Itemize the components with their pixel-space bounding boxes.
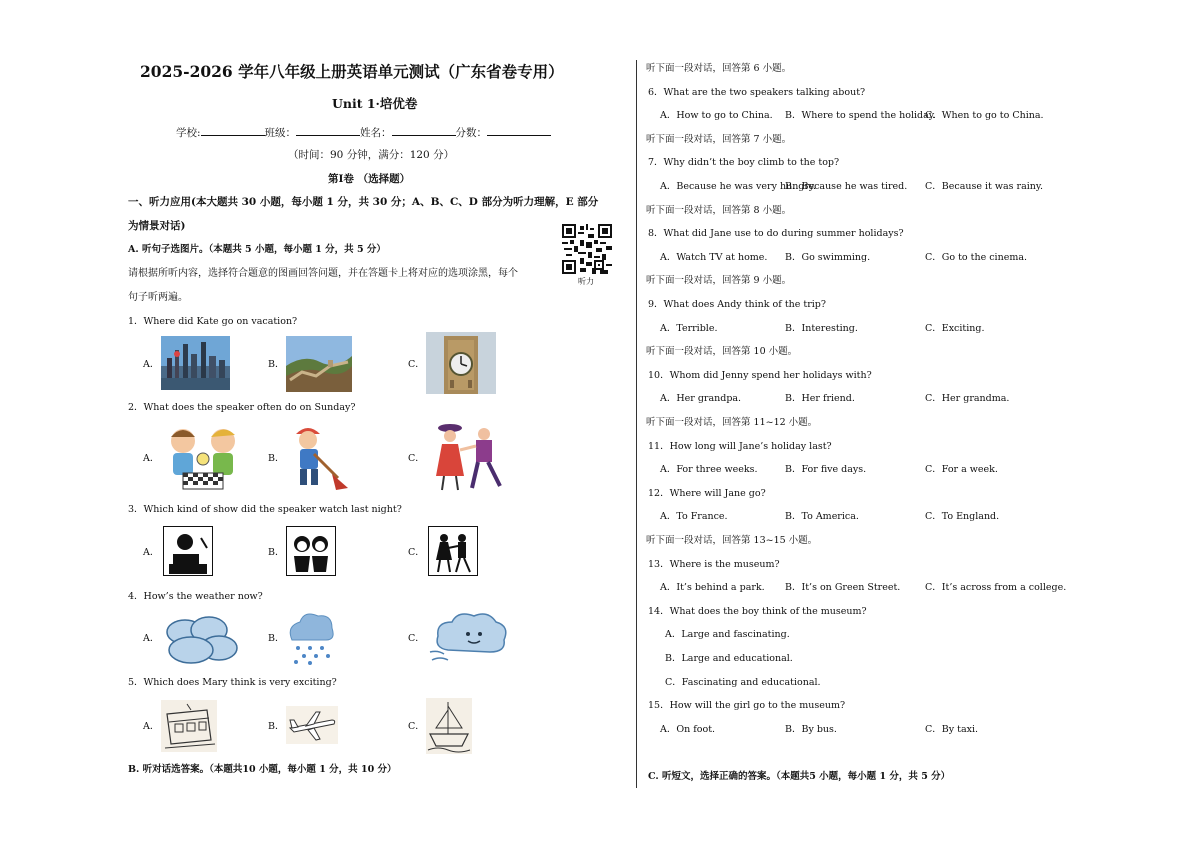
part-a-instruction-1: 请根据所听内容，选择符合题意的图画回答问题，并在答题卡上将对应的选项涂黑，每个	[128, 268, 518, 279]
train-sketch	[161, 700, 217, 752]
name-label: 姓名：	[360, 127, 392, 139]
answer-option-a[interactable]: A．Because he was very hungry.	[660, 181, 817, 192]
q5-option-c-label[interactable]: C．	[408, 721, 425, 732]
opera-show-icon	[286, 526, 336, 576]
answer-option-b[interactable]: B．To America.	[785, 511, 859, 523]
question-stem: 6．What are the two speakers talking about?	[648, 86, 866, 98]
question-stem: 15．How will the girl go to the museum?	[648, 700, 846, 712]
answer-option-line[interactable]: A．Large and fascinating.	[665, 629, 790, 641]
q3-option-c-label[interactable]: C．	[408, 547, 425, 558]
section-heading-line1: 一、听力应用(本大题共 30 小题，每小题 1 分，共 30 分；A、B、C、D 部分为听力理解，E 部分	[128, 196, 599, 208]
q1-option-c-label[interactable]: C．	[408, 359, 425, 370]
column-divider	[636, 60, 637, 788]
cloudy-weather-icon	[161, 614, 239, 666]
score-label: 分数：	[455, 127, 488, 139]
listening-cue: 听下面一段对话，回答第 6 小题。	[646, 63, 792, 74]
rainy-weather-icon	[286, 610, 336, 666]
school-info-line	[176, 126, 551, 139]
answer-option-c[interactable]: C．Exciting.	[925, 322, 985, 334]
q3-option-a-label[interactable]: A．	[143, 547, 160, 558]
part-c-heading: C. 听短文，选择正确的答案。（本题共5 小题，每小题 1 分，共 5 分）	[648, 771, 951, 782]
couple-dancing-picture	[428, 420, 508, 494]
section-heading-line2: 为情景对话)	[128, 220, 186, 232]
part-b-heading: B. 听对话选答案。（本题共10 小题，每小题 1 分，共 10 分）	[128, 764, 397, 775]
part-a-instruction-2: 句子听两遍。	[128, 292, 188, 303]
big-ben-photo	[426, 332, 496, 394]
answer-option-c[interactable]: C．When to go to China.	[925, 110, 1044, 122]
q2-option-a-label[interactable]: A．	[143, 453, 160, 464]
q2-option-c-label[interactable]: C．	[408, 453, 425, 464]
qr-label: 听力	[578, 277, 594, 286]
page-subtitle: Unit 1·培优卷	[332, 96, 418, 111]
dance-show-icon	[428, 526, 478, 576]
ship-sketch	[426, 698, 472, 754]
listening-cue: 听下面一段对话，回答第 13~15 小题。	[646, 535, 818, 546]
question-3-stem: 3．Which kind of show did the speaker watch last night?	[128, 504, 402, 515]
question-4-stem: 4．How’s the weather now?	[128, 591, 263, 602]
answer-option-b[interactable]: B．Interesting.	[785, 322, 858, 334]
answer-option-line[interactable]: C．Fascinating and educational.	[665, 676, 821, 688]
volume-heading: 第Ⅰ卷 （选择题）	[328, 173, 411, 185]
q5-option-a-label[interactable]: A．	[143, 721, 160, 732]
answer-option-c[interactable]: C．For a week.	[925, 464, 998, 476]
answer-option-a[interactable]: A．To France.	[660, 511, 728, 523]
question-stem: 9．What does Andy think of the trip?	[648, 299, 826, 310]
answer-option-line[interactable]: B．Large and educational.	[665, 653, 793, 664]
listening-cue: 听下面一段对话，回答第 10 小题。	[646, 346, 798, 358]
listening-cue: 听下面一段对话，回答第 11~12 小题。	[646, 417, 818, 428]
question-stem: 11．How long will Jane’s holiday last?	[648, 440, 832, 452]
answer-option-c[interactable]: C．Go to the cinema.	[925, 251, 1028, 263]
page-title: 2025-2026 学年八年级上册英语单元测试（广东省卷专用）	[140, 62, 564, 81]
qr-code[interactable]	[562, 224, 612, 274]
shanghai-skyline-photo	[161, 336, 230, 390]
kids-playing-chess-picture	[161, 423, 245, 493]
school-blank[interactable]	[201, 126, 265, 136]
answer-option-a[interactable]: A．Her grandpa.	[660, 393, 742, 405]
answer-option-b[interactable]: B．It’s on Green Street.	[785, 582, 901, 594]
answer-option-b[interactable]: B．Go swimming.	[785, 251, 871, 263]
q5-option-b-label[interactable]: B．	[268, 721, 285, 732]
answer-option-c[interactable]: C．To England.	[925, 511, 1000, 523]
q4-option-a-label[interactable]: A．	[143, 633, 160, 644]
answer-option-b[interactable]: B．Her friend.	[785, 393, 855, 405]
answer-option-c[interactable]: C．It’s across from a college.	[925, 582, 1067, 594]
boy-sweeping-picture	[286, 422, 352, 492]
q2-option-b-label[interactable]: B．	[268, 453, 285, 464]
score-blank[interactable]	[487, 126, 551, 136]
part-a-heading: A. 听句子选图片。（本题共 5 小题，每小题 1 分，共 5 分）	[128, 244, 386, 255]
answer-option-a[interactable]: A．How to go to China.	[660, 110, 773, 122]
listening-cue: 听下面一段对话，回答第 9 小题。	[646, 275, 792, 287]
airplane-sketch	[286, 706, 338, 744]
question-stem: 7．Why didn’t the boy climb to the top?	[648, 157, 840, 169]
answer-option-a[interactable]: A．For three weeks.	[660, 464, 758, 476]
answer-option-b[interactable]: B．By bus.	[785, 723, 837, 735]
comedian-show-icon	[163, 526, 213, 576]
answer-option-a[interactable]: A．It’s behind a park.	[660, 582, 765, 594]
question-stem: 14．What does the boy think of the museum?	[648, 605, 867, 617]
q4-option-c-label[interactable]: C．	[408, 633, 425, 644]
q1-option-b-label[interactable]: B．	[268, 359, 285, 370]
answer-option-a[interactable]: A．Watch TV at home.	[660, 251, 768, 263]
q1-option-a-label[interactable]: A．	[143, 359, 160, 370]
answer-option-b[interactable]: B．Because he was tired.	[785, 181, 908, 192]
name-blank[interactable]	[392, 126, 456, 136]
question-1-stem: 1．Where did Kate go on vacation?	[128, 316, 298, 327]
answer-option-c[interactable]: C．By taxi.	[925, 723, 979, 735]
answer-option-c[interactable]: C．Because it was rainy.	[925, 181, 1044, 192]
answer-option-b[interactable]: B．Where to spend the holiday.	[785, 110, 936, 122]
windy-weather-icon	[428, 608, 510, 668]
class-label: 班级：	[264, 127, 297, 139]
question-stem: 8．What did Jane use to do during summer holidays?	[648, 228, 904, 240]
class-blank[interactable]	[296, 126, 360, 136]
school-label: 学校:	[176, 127, 201, 139]
question-2-stem: 2．What does the speaker often do on Sunday?	[128, 402, 356, 413]
question-stem: 13．Where is the museum?	[648, 558, 780, 570]
answer-option-a[interactable]: A．Terrible.	[660, 322, 718, 334]
q3-option-b-label[interactable]: B．	[268, 547, 285, 558]
question-5-stem: 5．Which does Mary think is very exciting?	[128, 677, 337, 688]
listening-cue: 听下面一段对话，回答第 8 小题。	[646, 204, 792, 216]
answer-option-a[interactable]: A．On foot.	[660, 723, 716, 735]
question-stem: 12．Where will Jane go?	[648, 487, 766, 499]
time-info: （时间：90 分钟，满分：120 分）	[288, 149, 455, 161]
answer-option-c[interactable]: C．Her grandma.	[925, 393, 1010, 405]
great-wall-photo	[286, 336, 352, 392]
q4-option-b-label[interactable]: B．	[268, 633, 285, 644]
listening-cue: 听下面一段对话，回答第 7 小题。	[646, 133, 792, 145]
answer-option-b[interactable]: B．For five days.	[785, 464, 867, 476]
question-stem: 10．Whom did Jenny spend her holidays with?	[648, 369, 872, 381]
